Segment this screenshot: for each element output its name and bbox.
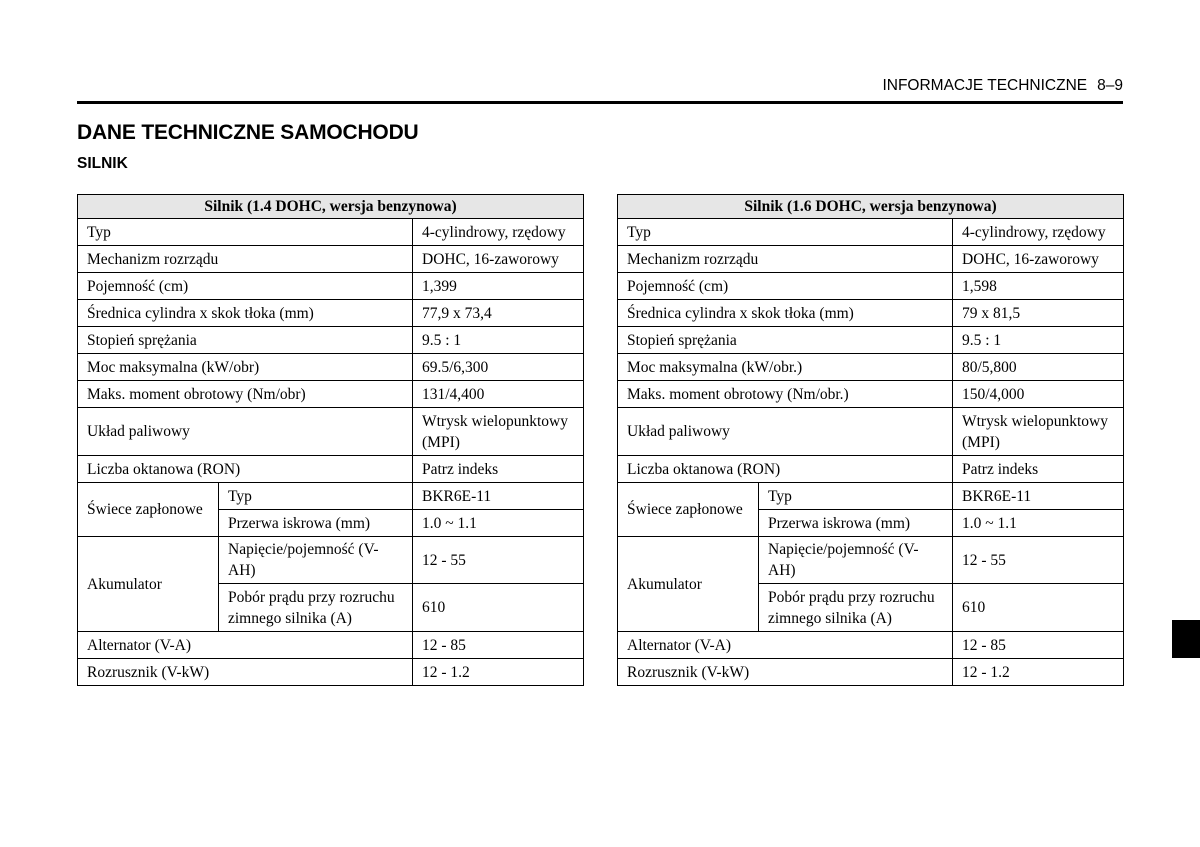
row-value: 1,598 <box>953 273 1124 300</box>
table-row <box>618 632 1124 659</box>
row-value: 150/4,000 <box>953 381 1124 408</box>
table-row <box>78 354 584 381</box>
row-label: Liczba oktanowa (RON) <box>78 456 413 483</box>
table-row <box>78 246 584 273</box>
row-value: 4-cylindrowy, rzędowy <box>413 219 584 246</box>
table-row <box>618 456 1124 483</box>
row-label: Przerwa iskrowa (mm) <box>759 510 953 537</box>
row-label: Napięcie/pojemność (V-AH) <box>759 537 953 584</box>
row-label: Stopień sprężania <box>618 327 953 354</box>
table-heading: Silnik (1.6 DOHC, wersja benzynowa) <box>618 195 1124 219</box>
row-label: Układ paliwowy <box>78 408 413 456</box>
table-row <box>78 273 584 300</box>
row-label: Średnica cylindra x skok tłoka (mm) <box>78 300 413 327</box>
row-value: 4-cylindrowy, rzędowy <box>953 219 1124 246</box>
row-label: Alternator (V-A) <box>78 632 413 659</box>
row-value: 80/5,800 <box>953 354 1124 381</box>
row-value: 69.5/6,300 <box>413 354 584 381</box>
row-value: 12 - 55 <box>953 537 1124 584</box>
table-row <box>78 300 584 327</box>
table-row <box>618 408 1124 456</box>
table-row <box>78 632 584 659</box>
table-row <box>78 659 584 686</box>
table-row <box>78 483 584 510</box>
row-label: Pobór prądu przy rozruchu zimnego silnika (A) <box>219 584 413 632</box>
table-row <box>618 300 1124 327</box>
row-label: Napięcie/pojemność (V-AH) <box>219 537 413 584</box>
table-row <box>78 381 584 408</box>
row-value: 79 x 81,5 <box>953 300 1124 327</box>
row-label: Mechanizm rozrządu <box>78 246 413 273</box>
engine-spec-table-1-6 <box>617 194 1124 686</box>
chapter-thumb-tab <box>1172 620 1200 658</box>
section-name: INFORMACJE TECHNICZNE <box>882 77 1088 94</box>
running-header <box>882 77 1123 95</box>
row-value: 610 <box>953 584 1124 632</box>
group-label: Świece zapłonowe <box>78 483 219 537</box>
row-value: 1.0 ~ 1.1 <box>413 510 584 537</box>
row-label: Alternator (V-A) <box>618 632 953 659</box>
table-row <box>618 327 1124 354</box>
row-label: Przerwa iskrowa (mm) <box>219 510 413 537</box>
engine-spec-table-1-4 <box>77 194 584 686</box>
row-value: 1.0 ~ 1.1 <box>953 510 1124 537</box>
row-label: Mechanizm rozrządu <box>618 246 953 273</box>
row-value: BKR6E-11 <box>413 483 584 510</box>
row-label: Typ <box>759 483 953 510</box>
row-value: Patrz indeks <box>413 456 584 483</box>
row-value: DOHC, 16-zaworowy <box>413 246 584 273</box>
row-label: Typ <box>618 219 953 246</box>
row-value: 9.5 : 1 <box>413 327 584 354</box>
row-label: Rozrusznik (V-kW) <box>618 659 953 686</box>
row-value: 12 - 85 <box>953 632 1124 659</box>
row-value: BKR6E-11 <box>953 483 1124 510</box>
table-row <box>618 246 1124 273</box>
page-number: 8–9 <box>1097 77 1123 94</box>
row-label: Maks. moment obrotowy (Nm/obr) <box>78 381 413 408</box>
group-label: Akumulator <box>618 537 759 632</box>
row-label: Liczba oktanowa (RON) <box>618 456 953 483</box>
table-row <box>78 537 584 584</box>
row-value: 12 - 1.2 <box>413 659 584 686</box>
row-value: 1,399 <box>413 273 584 300</box>
group-label: Akumulator <box>78 537 219 632</box>
row-label: Układ paliwowy <box>618 408 953 456</box>
row-value: Wtrysk wielopunktowy (MPI) <box>413 408 584 456</box>
page-title: DANE TECHNICZNE SAMOCHODU <box>77 121 419 144</box>
row-value: 12 - 55 <box>413 537 584 584</box>
row-value: Patrz indeks <box>953 456 1124 483</box>
table-heading: Silnik (1.4 DOHC, wersja benzynowa) <box>78 195 584 219</box>
row-label: Rozrusznik (V-kW) <box>78 659 413 686</box>
table-row <box>78 327 584 354</box>
row-value: 12 - 1.2 <box>953 659 1124 686</box>
row-value: 131/4,400 <box>413 381 584 408</box>
row-label: Moc maksymalna (kW/obr.) <box>618 354 953 381</box>
row-label: Pojemność (cm) <box>78 273 413 300</box>
table-row <box>618 537 1124 584</box>
row-label: Moc maksymalna (kW/obr) <box>78 354 413 381</box>
row-label: Typ <box>219 483 413 510</box>
row-value: 77,9 x 73,4 <box>413 300 584 327</box>
table-row <box>618 381 1124 408</box>
table-row <box>78 408 584 456</box>
row-label: Maks. moment obrotowy (Nm/obr.) <box>618 381 953 408</box>
row-value: 9.5 : 1 <box>953 327 1124 354</box>
table-row <box>618 354 1124 381</box>
row-label: Pobór prądu przy rozruchu zimnego silnika (A) <box>759 584 953 632</box>
table-row <box>78 456 584 483</box>
table-row <box>618 273 1124 300</box>
header-rule <box>77 101 1123 104</box>
section-subtitle: SILNIK <box>77 155 128 172</box>
row-label: Stopień sprężania <box>78 327 413 354</box>
table-row <box>618 219 1124 246</box>
row-label: Średnica cylindra x skok tłoka (mm) <box>618 300 953 327</box>
row-value: 610 <box>413 584 584 632</box>
group-label: Świece zapłonowe <box>618 483 759 537</box>
row-value: DOHC, 16-zaworowy <box>953 246 1124 273</box>
table-row <box>618 659 1124 686</box>
table-row <box>78 219 584 246</box>
row-value: Wtrysk wielopunktowy (MPI) <box>953 408 1124 456</box>
row-value: 12 - 85 <box>413 632 584 659</box>
row-label: Pojemność (cm) <box>618 273 953 300</box>
table-row <box>618 483 1124 510</box>
row-label: Typ <box>78 219 413 246</box>
